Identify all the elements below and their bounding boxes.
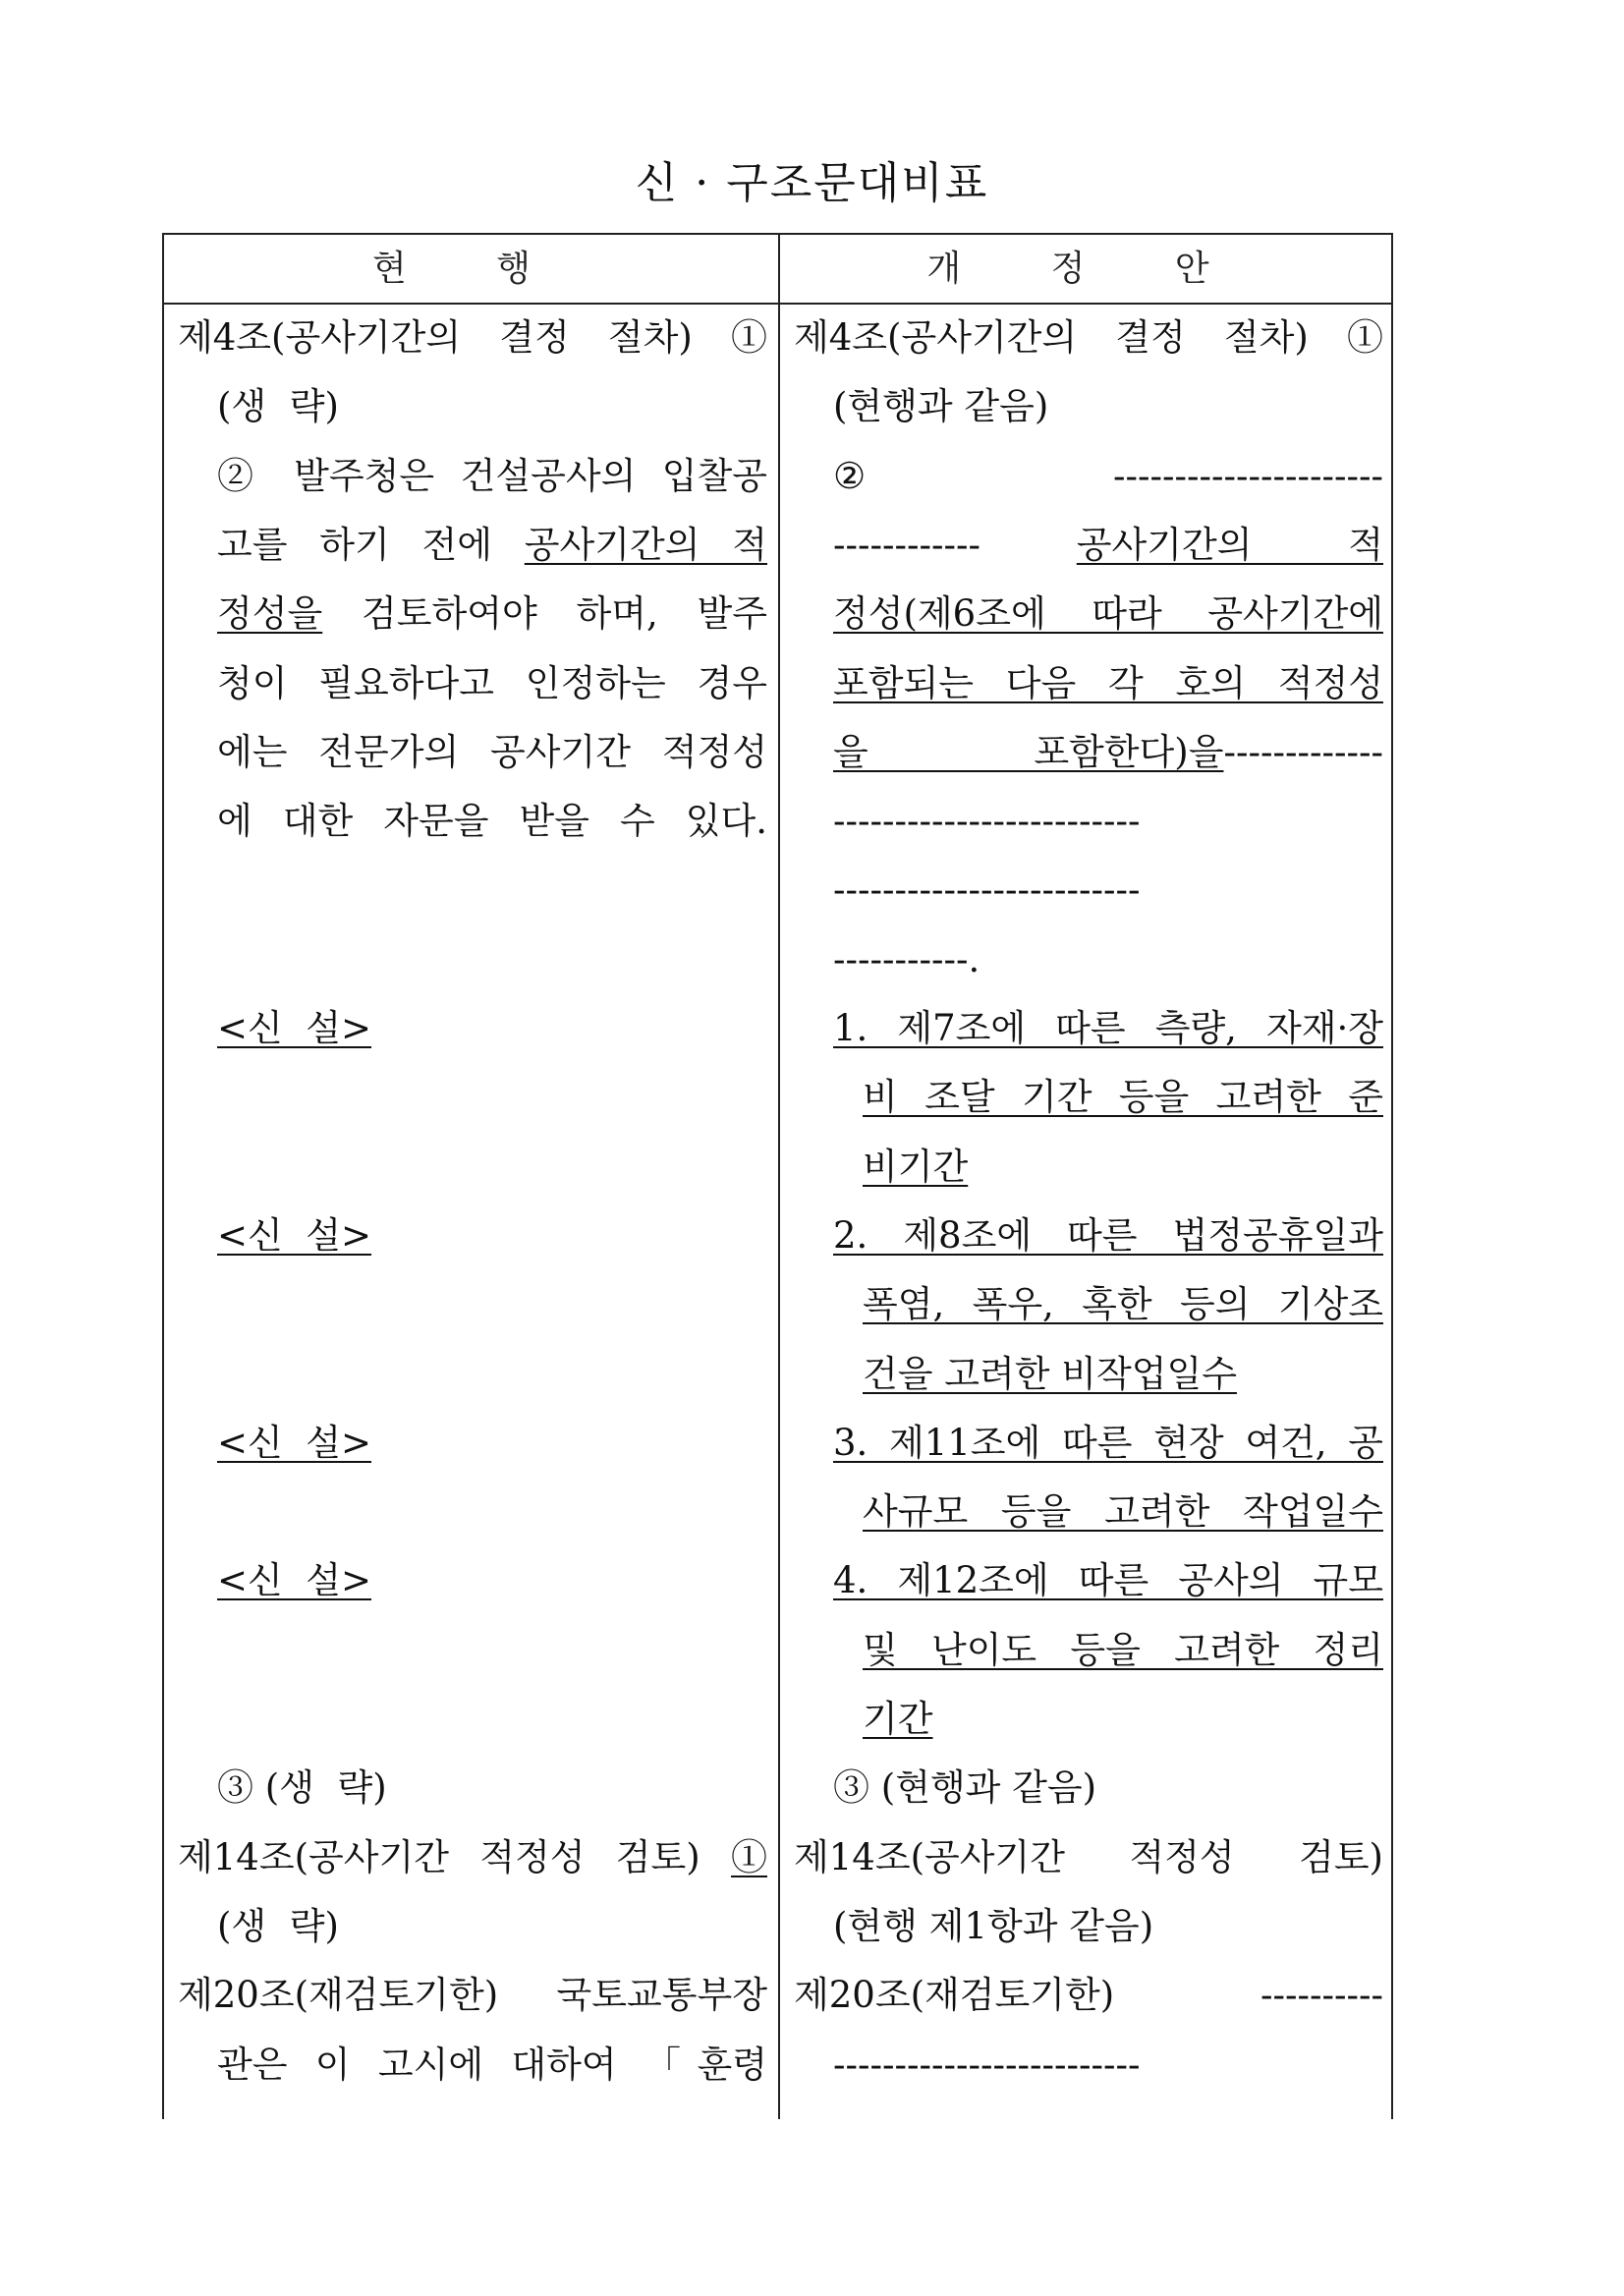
right-line (863, 1478, 1383, 1546)
right-line-text: 건을 고려한 비작업일수 (863, 1352, 1237, 1395)
left-line (178, 1961, 767, 2030)
left-line (217, 511, 767, 580)
right-line-text: 포함되는 다음 각 호의 적정성 (833, 661, 1383, 704)
left-line (217, 1546, 767, 1615)
left-line-text: 청이 필요하다고 인정하는 경우 (217, 661, 767, 704)
right-line-text: ------------------------- (833, 800, 1141, 843)
right-line-text: 제20조(재검토기한) ---------- (794, 1974, 1383, 2017)
right-line (794, 1961, 1383, 2030)
right-line (833, 994, 1383, 1063)
right-line-text: 4. 제12조에 따른 공사의 규모 (833, 1559, 1383, 1602)
right-line (863, 1340, 1383, 1409)
left-line-text: <신 설> (217, 1007, 372, 1049)
left-line-text: ③ (생 략) (217, 1766, 387, 1810)
right-line-extra: 공사기간의 적 (1076, 523, 1383, 566)
right-line (794, 1823, 1383, 1892)
right-line (833, 787, 1383, 856)
right-line-text: 및 난이도 등을 고려한 정리 (863, 1628, 1383, 1671)
right-line-text: 을 포함한다)을 (833, 730, 1224, 773)
left-line (217, 1754, 767, 1822)
left-line (217, 2031, 767, 2100)
right-line-text: 비기간 (863, 1145, 969, 1188)
right-line (833, 1409, 1383, 1478)
left-line-text: <신 설> (217, 1421, 372, 1464)
right-line (863, 1616, 1383, 1685)
document-title: 신 · 구조문대비표 (635, 158, 989, 208)
right-line (863, 1063, 1383, 1132)
right-line-text: 3. 제11조에 따른 현장 여건, 공 (833, 1421, 1383, 1464)
right-line-text: 정성(제6조에 따라 공사기간에 (833, 592, 1383, 636)
right-line (863, 1133, 1383, 1202)
right-line-text: 폭염, 폭우, 혹한 등의 기상조 (863, 1283, 1383, 1326)
left-line (217, 1409, 767, 1478)
right-line-text: 비 조달 기간 등을 고려한 준 (863, 1076, 1383, 1119)
right-line-text: 2. 제8조에 따른 법정공휴일과 (833, 1213, 1383, 1257)
left-line (178, 1823, 767, 1892)
left-line (217, 580, 767, 648)
right-line-text: ------------ (833, 523, 1077, 566)
right-line-text: (현행 제1항과 같음) (833, 1904, 1154, 1947)
left-line-extra: ① (731, 1835, 767, 1878)
left-line-extra: 공사기간의 적 (524, 523, 767, 566)
right-line (833, 1546, 1383, 1615)
right-line-text: 1. 제7조에 따른 측량, 자재·장 (833, 1007, 1383, 1049)
right-line-text: ③ (현행과 같음) (833, 1766, 1097, 1810)
right-line (863, 1685, 1383, 1754)
left-line-text: 제4조(공사기간의 결정 절차) ① (178, 316, 767, 359)
right-line (833, 925, 1383, 994)
right-line-text: ------------------------- (833, 868, 1141, 912)
right-line (833, 2031, 1383, 2100)
left-line-text: 고를 하기 전에 (217, 523, 525, 566)
left-line (217, 718, 767, 787)
left-line-text: 관은 이 고시에 대하여 「훈령 (217, 2043, 767, 2086)
right-line-extra: ------------- (1223, 730, 1383, 773)
left-line-text: <신 설> (217, 1559, 372, 1602)
right-line-text: 기간 (863, 1698, 933, 1740)
left-line (217, 372, 767, 441)
comparison-table (162, 233, 1393, 2119)
left-line-text: 에는 전문가의 공사기간 적정성 (217, 730, 767, 773)
right-line (863, 1270, 1383, 1339)
header-proposed: 개 정 안 (926, 249, 1249, 289)
right-line-text: 제14조(공사기간 적정성 검토) (794, 1835, 1383, 1878)
header-current: 현 행 (372, 249, 570, 289)
right-line-text: 사규모 등을 고려한 작업일수 (863, 1490, 1383, 1534)
left-line-text: 제20조(재검토기한) 국토교통부장 (178, 1974, 767, 2017)
right-line (833, 1892, 1383, 1961)
right-line (833, 372, 1383, 441)
left-line (217, 994, 767, 1063)
left-line (178, 304, 767, 372)
left-line (217, 649, 767, 718)
left-line-text: <신 설> (217, 1213, 372, 1257)
column-divider (778, 235, 780, 2119)
left-line-text: 제14조(공사기간 적정성 검토) (178, 1835, 731, 1878)
left-line (217, 442, 767, 511)
left-line (217, 787, 767, 856)
right-line-text: 제4조(공사기간의 결정 절차) ① (794, 316, 1383, 359)
left-line-text: (생 략) (217, 1904, 339, 1947)
left-line-text: (생 략) (217, 385, 339, 428)
left-line-text: 에 대한 자문을 받을 수 있다. (217, 800, 767, 843)
left-line (217, 1202, 767, 1270)
right-line (833, 1202, 1383, 1270)
right-line (833, 511, 1383, 580)
right-line (833, 442, 1383, 511)
right-line-text: ② ---------------------- (833, 454, 1383, 497)
left-line-extra: 검토하여야 하며, 발주 (322, 592, 767, 636)
left-line-text: ② 발주청은 건설공사의 입찰공 (217, 454, 767, 497)
right-line (833, 1754, 1383, 1822)
left-line (217, 1892, 767, 1961)
left-line-text: 정성을 (217, 592, 323, 636)
right-line-text: ------------------------- (833, 2043, 1141, 2086)
right-line-text: (현행과 같음) (833, 385, 1049, 428)
right-line (794, 304, 1383, 372)
right-line (833, 718, 1383, 787)
right-line (833, 580, 1383, 648)
right-line (833, 649, 1383, 718)
right-line-text: -----------. (833, 937, 980, 980)
right-line (833, 856, 1383, 924)
